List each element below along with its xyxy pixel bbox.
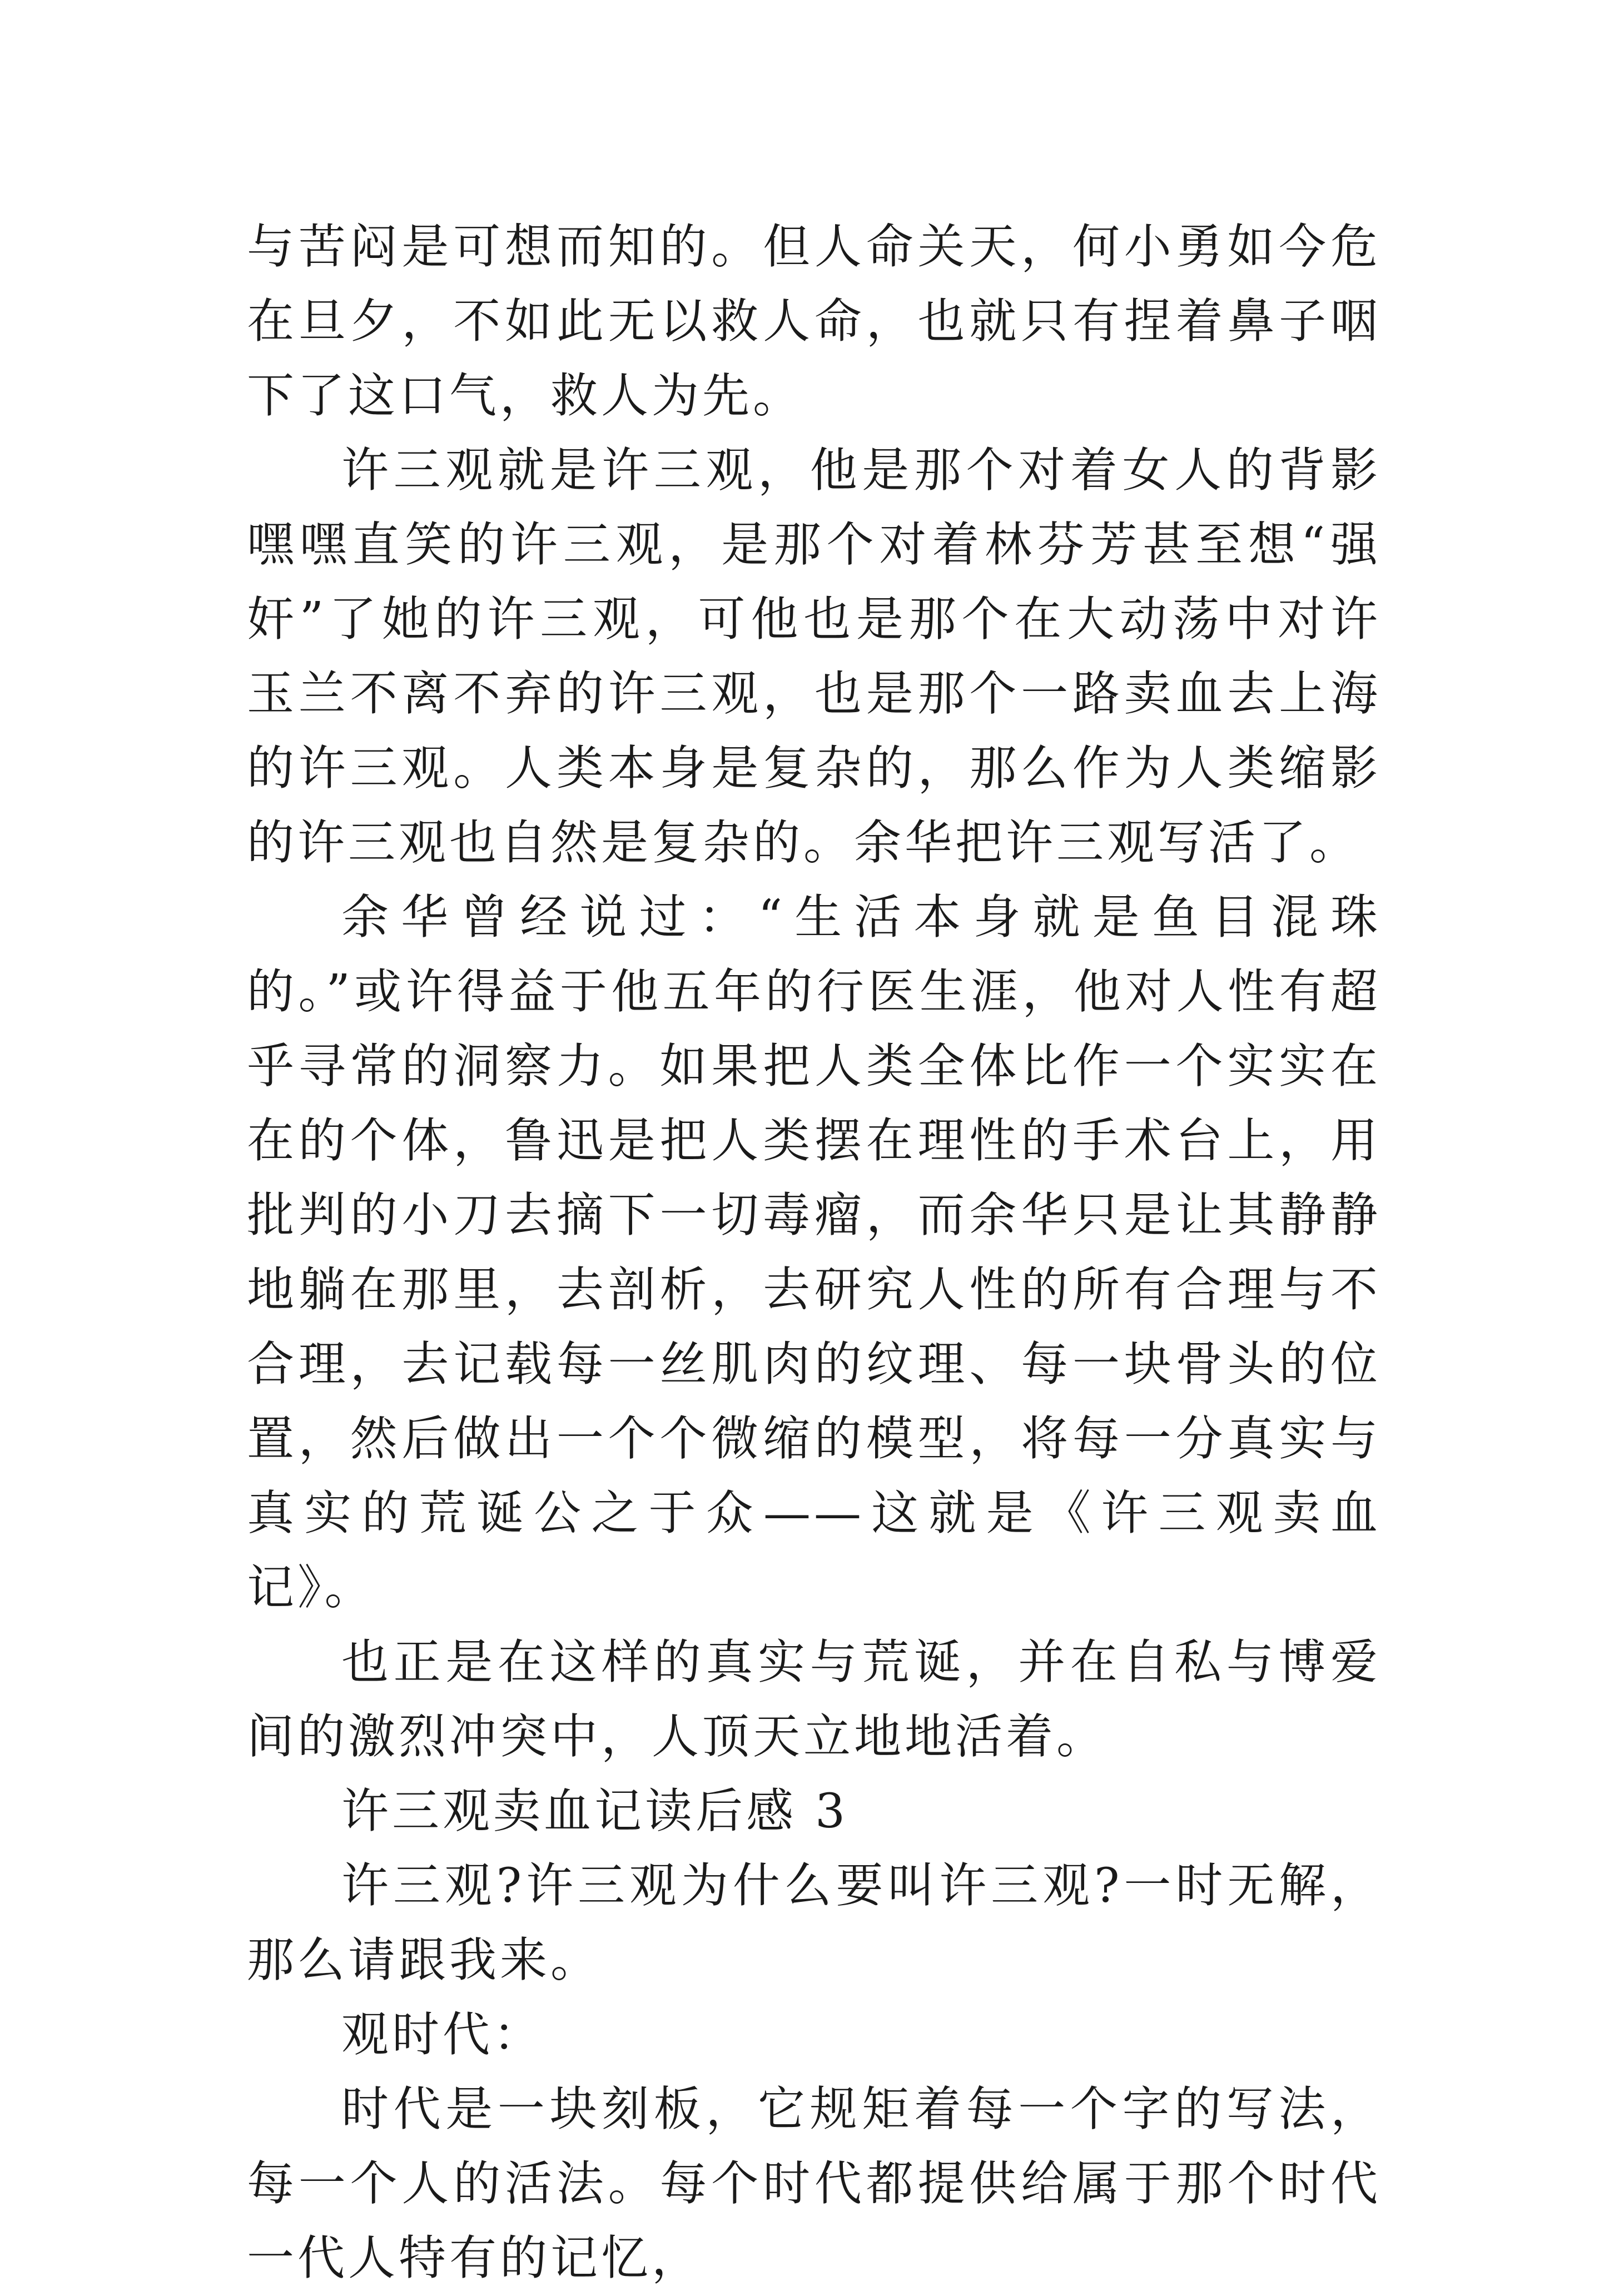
paragraph: 余华曾经说过：“生活本身就是鱼目混珠的。”或许得益于他五年的行医生涯，他对人性有超乎寻常的洞察力。如果把人类全体比作一个实实在在的个体，鲁迅是把人类摆在理性的手术台上，用批判的小刀去摘下一切毒瘤，而余华只是让其静静地躺在那里，去剖析，去研究人性的所有合理与不合理，去记载每一丝肌肉的纹理、每一块骨头的位置，然后做出一个个微缩的模型，将每一分真实与真实的荒诞公之于众——这就是《许三观卖血记》。 <box>247 890 1381 1616</box>
section-heading: 许三观卖血记读后感 3 <box>341 1784 849 1839</box>
paragraph: 许三观?许三观为什么要叫许三观?一时无解，那么请跟我来。 <box>247 1858 1381 1988</box>
paragraph: 也正是在这样的真实与荒诞，并在自私与博爱间的激烈冲突中，人顶天立地地活着。 <box>247 1635 1381 1765</box>
document-body <box>247 210 1381 2296</box>
paragraph: 与苦闷是可想而知的。但人命关天，何小勇如今危在旦夕，不如此无以救人命，也就只有捏着鼻子咽下了这口气，救人为先。 <box>247 220 1381 424</box>
paragraph: 时代是一块刻板，它规矩着每一个字的写法，每一个人的活法。每个时代都提供给属于那个时代一代人特有的记忆， <box>247 2082 1381 2286</box>
paragraph: 许三观就是许三观，他是那个对着女人的背影嘿嘿直笑的许三观，是那个对着林芬芳甚至想“强奸”了她的许三观，可他也是那个在大动荡中对许玉兰不离不弃的许三观，也是那个一路卖血去上海的许三观。人类本身是复杂的，那么作为人类缩影的许三观也自然是复杂的。余华把许三观写活了。 <box>247 443 1381 871</box>
subheading: 观时代： <box>341 2007 544 2063</box>
